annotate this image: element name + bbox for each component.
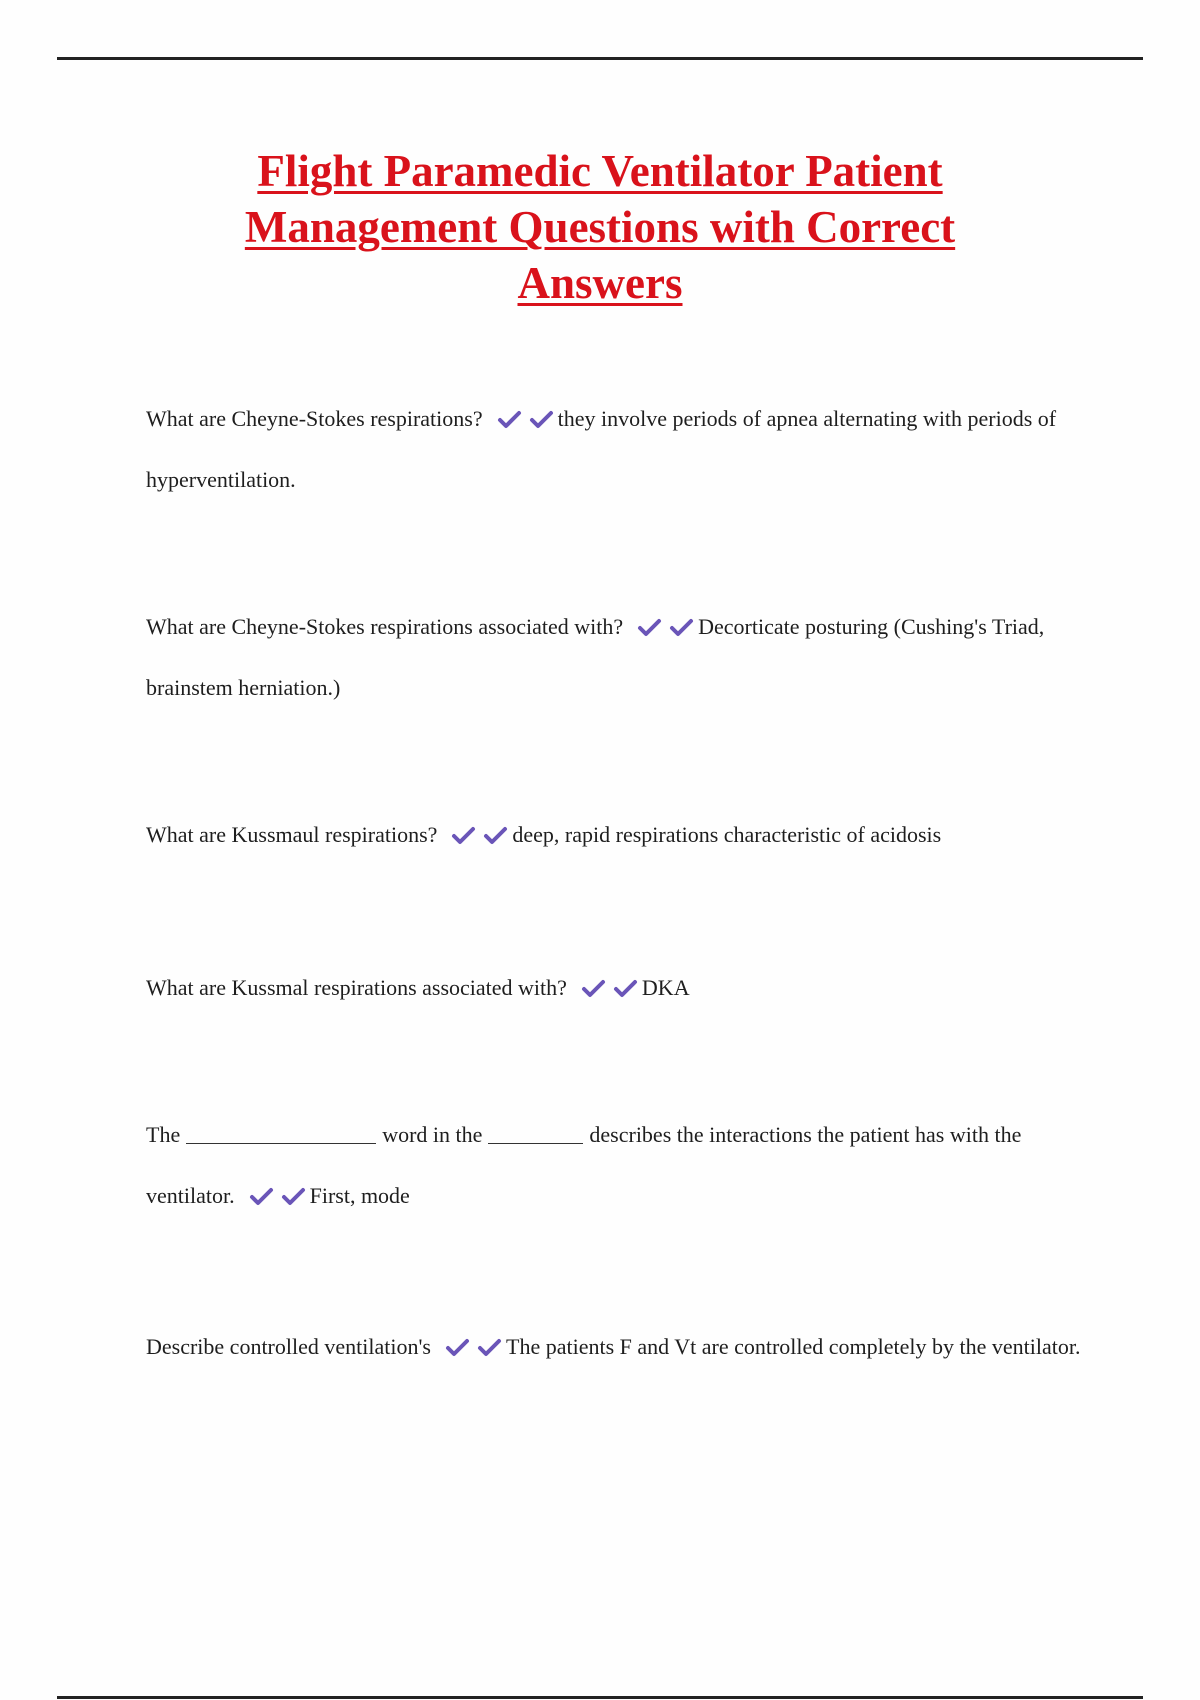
answer-text: The patients F and Vt are controlled completely by the ventilator. [506, 1334, 1081, 1359]
answer-text: Decorticate posturing (Cushing's Triad, brainstem herniation.) [146, 614, 1045, 700]
question-text: What are Kussmal respirations associated with? [146, 975, 567, 1000]
title-line-3: Answers [517, 258, 683, 308]
title-line-1: Flight Paramedic Ventilator Patient [257, 146, 943, 196]
qa-item-6 [146, 1316, 1086, 1377]
qa-item-5 [146, 1104, 1086, 1226]
question-text: What are Cheyne-Stokes respirations associated with? [146, 614, 624, 639]
qa-item-2 [146, 596, 1086, 718]
fill-in-blank-2 [488, 1125, 583, 1144]
answer-text: deep, rapid respirations characteristic of acidosis [512, 822, 942, 847]
document-title [0, 143, 1200, 311]
double-check-icon [445, 1334, 503, 1359]
answer-text: they involve periods of apnea alternating with periods of hyperventilation. [146, 406, 1057, 492]
answer-text: DKA [641, 975, 690, 1000]
fill-in-blank-1 [186, 1125, 376, 1144]
title-line-2: Management Questions with Correct [244, 202, 956, 252]
double-check-icon [249, 1183, 307, 1208]
question-text-part-2: word in the [382, 1122, 483, 1147]
double-check-icon [637, 614, 695, 639]
qa-item-1 [146, 388, 1086, 510]
question-text: Describe controlled ventilation's [146, 1334, 431, 1359]
bottom-rule [57, 1696, 1143, 1699]
question-text-part-3: describes the interactions the patient has with the ventilator. [146, 1122, 1022, 1208]
top-rule [57, 57, 1143, 60]
double-check-icon [581, 975, 639, 1000]
question-text: What are Cheyne-Stokes respirations? [146, 406, 483, 431]
qa-item-4 [146, 957, 1086, 1018]
qa-item-3 [146, 804, 1086, 865]
double-check-icon [497, 406, 555, 431]
answer-text: First, mode [309, 1183, 410, 1208]
question-text-part-1: The [146, 1122, 181, 1147]
question-text: What are Kussmaul respirations? [146, 822, 438, 847]
double-check-icon [451, 822, 509, 847]
